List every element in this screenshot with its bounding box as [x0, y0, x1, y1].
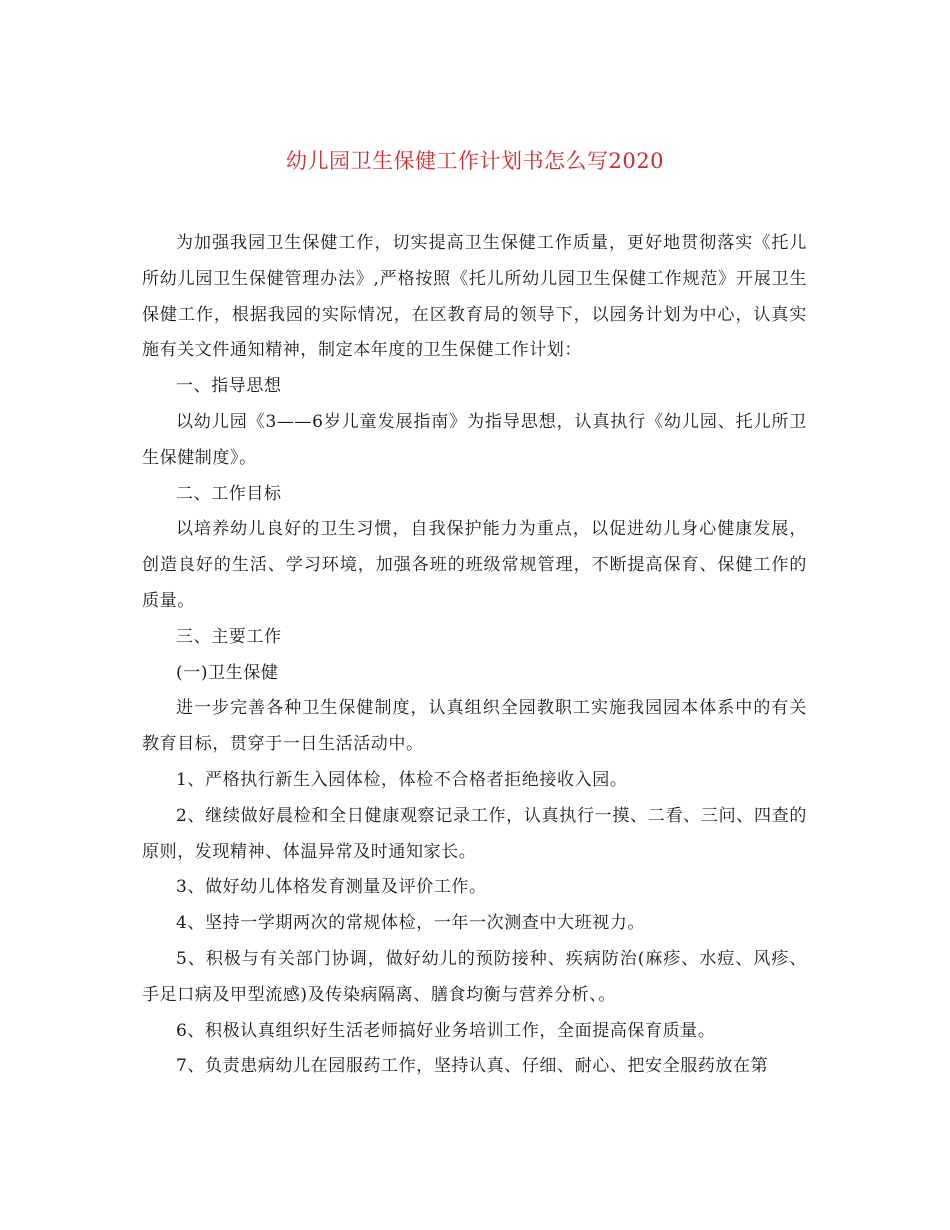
- intro-paragraph: 为加强我园卫生保健工作，切实提高卫生保健工作质量，更好地贯彻落实《托儿所幼儿园卫生保健管理办法》,严格按照《托儿所幼儿园卫生保健工作规范》开展卫生保健工作，根据我园的实际情况，在区教育局的领导下，以园务计划为中心，认真实施有关文件通知精神，制定本年度的卫生保健工作计划：: [142, 233, 807, 361]
- list-item: 6、积极认真组织好生活老师搞好业务培训工作，全面提高保育质量。: [176, 1020, 716, 1041]
- list-item: 3、做好幼儿体格发育测量及评价工作。: [176, 877, 487, 898]
- document-body: [142, 226, 807, 1085]
- section-heading-guiding-ideology: 一、指导思想: [176, 376, 282, 397]
- body-paragraph: 以培养幼儿良好的卫生习惯，自我保护能力为重点，以促进幼儿身心健康发展，创造良好的生活、学习环境，加强各班的班级常规管理，不断提高保育、保健工作的质量。: [142, 519, 807, 611]
- section-heading-work-goals: 二、工作目标: [176, 483, 282, 504]
- list-item: 1、严格执行新生入园体检，体检不合格者拒绝接收入园。: [176, 769, 628, 790]
- body-paragraph: 以幼儿园《3——6岁儿童发展指南》为指导思想，认真执行《幼儿园、托儿所卫生保健制度》。: [142, 411, 807, 468]
- list-item: 4、坚持一学期两次的常规体检，一年一次测查中大班视力。: [176, 913, 646, 934]
- list-item: 2、继续做好晨检和全日健康观察记录工作，认真执行一摸、二看、三问、四查的原则，发现精神、体温异常及时通知家长。: [142, 805, 807, 862]
- subsection-heading-health-care: (一)卫生保健: [176, 662, 279, 683]
- list-item: 5、积极与有关部门协调，做好幼儿的预防接种、疾病防治(麻疹、水痘、风疹、手足口病及甲型流感)及传染病隔离、膳食均衡与营养分析、。: [142, 948, 807, 1005]
- page-title: 幼儿园卫生保健工作计划书怎么写2020: [286, 149, 664, 173]
- body-paragraph: 进一步完善各种卫生保健制度，认真组织全园教职工实施我园园本体系中的有关教育目标，贯穿于一日生活活动中。: [142, 698, 807, 755]
- list-item: 7、负责患病幼儿在园服药工作，坚持认真、仔细、耐心、把安全服药放在第: [176, 1056, 769, 1077]
- section-heading-main-work: 三、主要工作: [176, 626, 282, 647]
